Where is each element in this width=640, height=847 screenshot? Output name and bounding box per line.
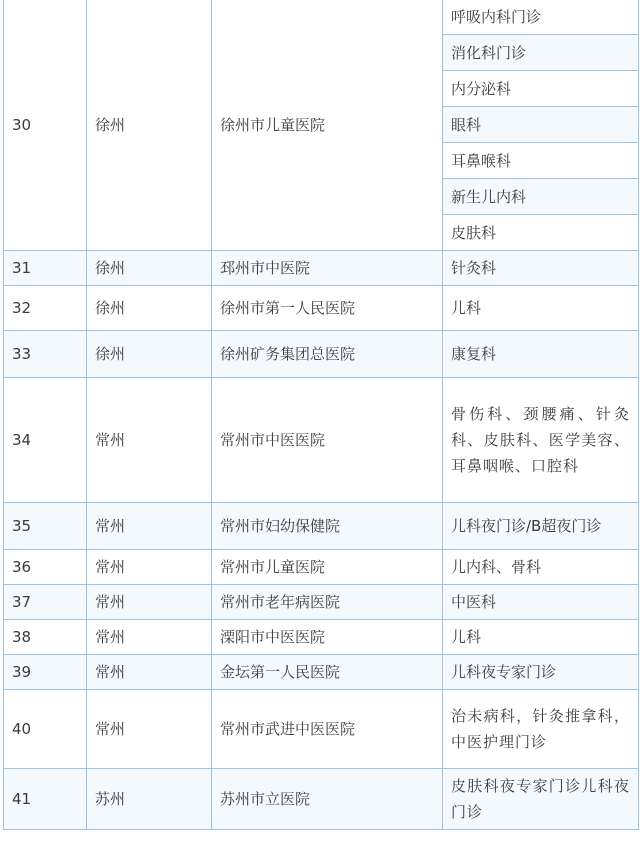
department-cell: 耳鼻喉科: [443, 143, 639, 179]
city-cell: 常州: [87, 585, 212, 620]
row-number: 36: [4, 550, 87, 585]
department-cell: 眼科: [443, 107, 639, 143]
table-row: [4, 769, 639, 830]
hospital-cell: 常州市妇幼保健院: [212, 503, 443, 550]
row-number: 32: [4, 286, 87, 331]
city-cell: 常州: [87, 550, 212, 585]
department-cell: 治未病科，针灸推拿科，中医护理门诊: [443, 690, 639, 769]
hospital-cell: 邳州市中医院: [212, 251, 443, 286]
row-number: 34: [4, 378, 87, 503]
department-cell: 呼吸内科门诊: [443, 0, 639, 35]
hospital-cell: 常州市老年病医院: [212, 585, 443, 620]
row-number: 31: [4, 251, 87, 286]
department-cell: 儿科: [443, 620, 639, 655]
hospital-cell: 苏州市立医院: [212, 769, 443, 830]
table-row: [4, 331, 639, 378]
city-cell: 徐州: [87, 0, 212, 251]
row-number: 35: [4, 503, 87, 550]
department-cell: 骨伤科、颈腰痛、针灸科、皮肤科、医学美容、耳鼻咽喉、口腔科: [443, 378, 639, 503]
table-row: [4, 0, 639, 35]
department-cell: 儿内科、骨科: [443, 550, 639, 585]
department-cell: 中医科: [443, 585, 639, 620]
department-cell: 针灸科: [443, 251, 639, 286]
hospital-cell: 徐州矿务集团总医院: [212, 331, 443, 378]
city-cell: 常州: [87, 655, 212, 690]
table-row: [4, 251, 639, 286]
department-cell: 儿科夜专家门诊: [443, 655, 639, 690]
hospital-cell: 常州市儿童医院: [212, 550, 443, 585]
department-cell: 儿科: [443, 286, 639, 331]
table-row: [4, 655, 639, 690]
city-cell: 常州: [87, 503, 212, 550]
department-cell: 儿科夜门诊/B超夜门诊: [443, 503, 639, 550]
row-number: 37: [4, 585, 87, 620]
table-row: [4, 620, 639, 655]
hospital-cell: 金坛第一人民医院: [212, 655, 443, 690]
table-row: [4, 503, 639, 550]
city-cell: 常州: [87, 378, 212, 503]
table-row: [4, 378, 639, 503]
city-cell: 徐州: [87, 286, 212, 331]
city-cell: 常州: [87, 620, 212, 655]
department-cell: 消化科门诊: [443, 35, 639, 71]
city-cell: 苏州: [87, 769, 212, 830]
hospital-cell: 常州市中医医院: [212, 378, 443, 503]
row-number: 39: [4, 655, 87, 690]
department-cell: 皮肤科夜专家门诊儿科夜门诊: [443, 769, 639, 830]
row-number: 40: [4, 690, 87, 769]
department-cell: 康复科: [443, 331, 639, 378]
table-row: [4, 690, 639, 769]
row-number: 41: [4, 769, 87, 830]
table-row: [4, 550, 639, 585]
hospital-cell: 徐州市第一人民医院: [212, 286, 443, 331]
row-number: 33: [4, 331, 87, 378]
city-cell: 徐州: [87, 251, 212, 286]
department-cell: 内分泌科: [443, 71, 639, 107]
city-cell: 徐州: [87, 331, 212, 378]
row-number: 38: [4, 620, 87, 655]
department-cell: 新生儿内科: [443, 179, 639, 215]
table-row: [4, 585, 639, 620]
hospital-cell: 常州市武进中医医院: [212, 690, 443, 769]
clinic-schedule-table: [3, 0, 639, 830]
table-row: [4, 286, 639, 331]
hospital-cell: 徐州市儿童医院: [212, 0, 443, 251]
department-cell: 皮肤科: [443, 215, 639, 251]
city-cell: 常州: [87, 690, 212, 769]
hospital-cell: 溧阳市中医医院: [212, 620, 443, 655]
row-number: 30: [4, 0, 87, 251]
